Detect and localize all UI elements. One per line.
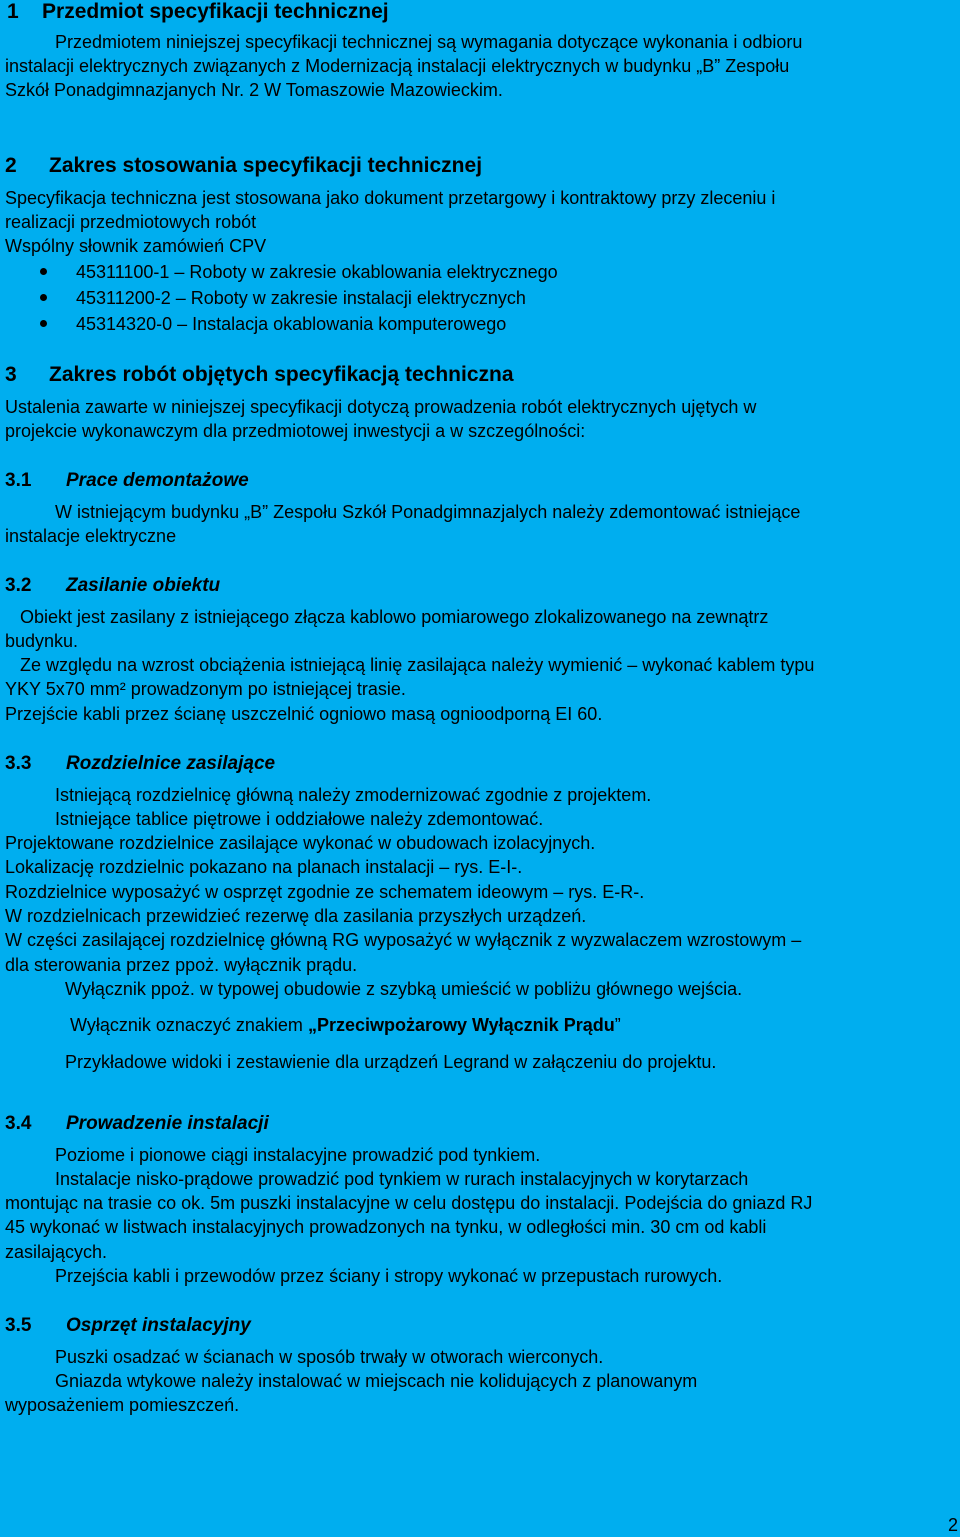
section-3-5-line-2: Gniazda wtykowe należy instalować w miejscach nie kolidujących z planowanym <box>5 1371 698 1391</box>
section-3-3-line-1: Istniejącą rozdzielnicę główną należy zmodernizować zgodnie z projektem. <box>5 785 652 805</box>
section-2-number: 2 <box>5 154 17 177</box>
bullet-icon <box>40 268 47 275</box>
section-3-2-line-1: Obiekt jest zasilany z istniejącego złącza kablowo pomiarowego zlokalizowanego na zewnątrz <box>5 607 769 627</box>
section-1-line-2: instalacji elektrycznych związanych z Modernizacją instalacji elektrycznych w budynku „B” Zespołu <box>5 56 790 76</box>
section-3-5-line-1: Puszki osadzać w ścianach w sposób trwały w otworach wierconych. <box>5 1347 604 1367</box>
cpv-list-item <box>40 260 558 284</box>
mark-suffix: ” <box>614 1015 621 1035</box>
section-2-line-1: Specyfikacja techniczna jest stosowana jako dokument przetargowy i kontraktowy przy zleceniu i <box>5 188 776 208</box>
section-3-3-heading <box>5 752 275 776</box>
section-3-3-line-4: Lokalizację rozdzielnic pokazano na planach instalacji – rys. E-I-. <box>5 857 523 877</box>
section-3-2-number: 3.2 <box>5 575 32 596</box>
section-3-4-line-2: Instalacje nisko-prądowe prowadzić pod tynkiem w rurach instalacyjnych w korytarzach <box>5 1169 749 1189</box>
section-3-3-title: Rozdzielnice zasilające <box>66 753 276 774</box>
section-3-2-line-2: budynku. <box>5 631 79 651</box>
section-1-line-1: Przedmiotem niniejszej specyfikacji technicznej są wymagania dotyczące wykonania i odbioru <box>5 32 803 52</box>
section-2-heading <box>5 154 482 178</box>
section-3-4-line-3: montując na trasie co ok. 5m puszki instalacyjne w celu dostępu do instalacji. Podejścia do gniazd RJ <box>5 1193 813 1213</box>
section-3-4-heading <box>5 1112 269 1136</box>
section-3-2-line-3: Ze względu na wzrost obciążenia istniejącą linię zasilająca należy wymienić – wykonać kablem typu <box>5 655 815 675</box>
section-3-2-line-4: YKY 5x70 mm² prowadzonym po istniejącej trasie. <box>5 679 406 699</box>
section-3-1-line-1: W istniejącym budynku „B” Zespołu Szkół Ponadgimnazjalych należy zdemontować istniejące <box>5 502 801 522</box>
section-3-3-line-7: W części zasilającej rozdzielnicę główną RG wyposażyć w wyłącznik z wyzwalaczem wzrostowym – <box>5 930 802 950</box>
mark-label: „Przeciwpożarowy Wyłącznik Prądu <box>307 1015 615 1035</box>
bullet-icon <box>40 320 47 327</box>
cpv-item-text: 45314320-0 – Instalacja okablowania komputerowego <box>76 314 507 334</box>
mark-prefix: Wyłącznik oznaczyć znakiem <box>5 1015 308 1035</box>
section-2-line-3: Wspólny słownik zamówień CPV <box>5 236 267 256</box>
section-3-title: Zakres robót objętych specyfikacją techniczna <box>49 363 514 386</box>
section-3-3-line-6: W rozdzielnicach przewidzieć rezerwę dla zasilania przyszłych urządzeń. <box>5 906 587 926</box>
section-3-3-line-3: Projektowane rozdzielnice zasilające wykonać w obudowach izolacyjnych. <box>5 833 596 853</box>
section-3-number: 3 <box>5 363 17 386</box>
section-3-3-legrand-line: Przykładowe widoki i zestawienie dla urządzeń Legrand w załączeniu do projektu. <box>5 1052 717 1072</box>
cpv-item-text: 45311100-1 – Roboty w zakresie okablowania elektrycznego <box>76 262 558 282</box>
section-2-title: Zakres stosowania specyfikacji technicznej <box>49 154 483 177</box>
section-3-4-line-6: Przejścia kabli i przewodów przez ściany i stropy wykonać w przepustach rurowych. <box>5 1266 723 1286</box>
cpv-list-item <box>40 312 506 336</box>
section-3-4-line-1: Poziome i pionowe ciągi instalacyjne prowadzić pod tynkiem. <box>5 1145 541 1165</box>
section-3-heading <box>5 363 514 387</box>
section-3-5-heading <box>5 1314 251 1338</box>
section-3-3-line-8: dla sterowania przez ppoż. wyłącznik prądu. <box>5 955 358 975</box>
section-3-3-line-5: Rozdzielnice wyposażyć w osprzęt zgodnie ze schematem ideowym – rys. E-R-. <box>5 882 645 902</box>
section-3-line-1: Ustalenia zawarte w niniejszej specyfikacji dotyczą prowadzenia robót elektrycznych ujętych w <box>5 397 757 417</box>
section-3-4-line-4: 45 wykonać w listwach instalacyjnych prowadzonych na tynku, w odległości min. 30 cm od kabli <box>5 1217 767 1237</box>
section-3-1-line-2: instalacje elektryczne <box>5 526 177 546</box>
section-3-3-mark-line <box>5 1013 960 1037</box>
section-3-5-title: Osprzęt instalacyjny <box>66 1315 251 1336</box>
section-1-line-3: Szkół Ponadgimnazjanych Nr. 2 W Tomaszowie Mazowieckim. <box>5 80 503 100</box>
section-3-4-title: Prowadzenie instalacji <box>66 1113 269 1134</box>
bullet-icon <box>40 294 47 301</box>
section-3-5-line-3: wyposażeniem pomieszczeń. <box>5 1395 240 1415</box>
section-1-heading: 1 Przedmiot specyfikacji technicznej <box>7 0 389 23</box>
page-number: 2 <box>947 1515 958 1535</box>
cpv-item-text: 45311200-2 – Roboty w zakresie instalacji elektrycznych <box>76 288 526 308</box>
section-3-5-number: 3.5 <box>5 1315 32 1336</box>
cpv-list-item <box>40 286 526 310</box>
section-3-line-2: projekcie wykonawczym dla przedmiotowej inwestycji a w szczególności: <box>5 421 586 441</box>
section-3-1-number: 3.1 <box>5 470 32 491</box>
section-3-2-title: Zasilanie obiektu <box>66 575 221 596</box>
section-3-3-line-9: Wyłącznik ppoż. w typowej obudowie z szybką umieścić w pobliżu głównego wejścia. <box>5 979 743 999</box>
section-3-3-line-2: Istniejące tablice piętrowe i oddziałowe należy zdemontować. <box>5 809 544 829</box>
section-3-1-heading <box>5 469 249 493</box>
section-3-2-line-5: Przejście kabli przez ścianę uszczelnić ogniowo masą ognioodporną EI 60. <box>5 704 603 724</box>
section-3-1-title: Prace demontażowe <box>66 470 249 491</box>
section-3-3-number: 3.3 <box>5 753 32 774</box>
section-3-4-line-5: zasilających. <box>5 1242 108 1262</box>
section-3-4-number: 3.4 <box>5 1113 32 1134</box>
section-2-line-2: realizacji przedmiotowych robót <box>5 212 257 232</box>
section-3-2-heading <box>5 574 220 598</box>
